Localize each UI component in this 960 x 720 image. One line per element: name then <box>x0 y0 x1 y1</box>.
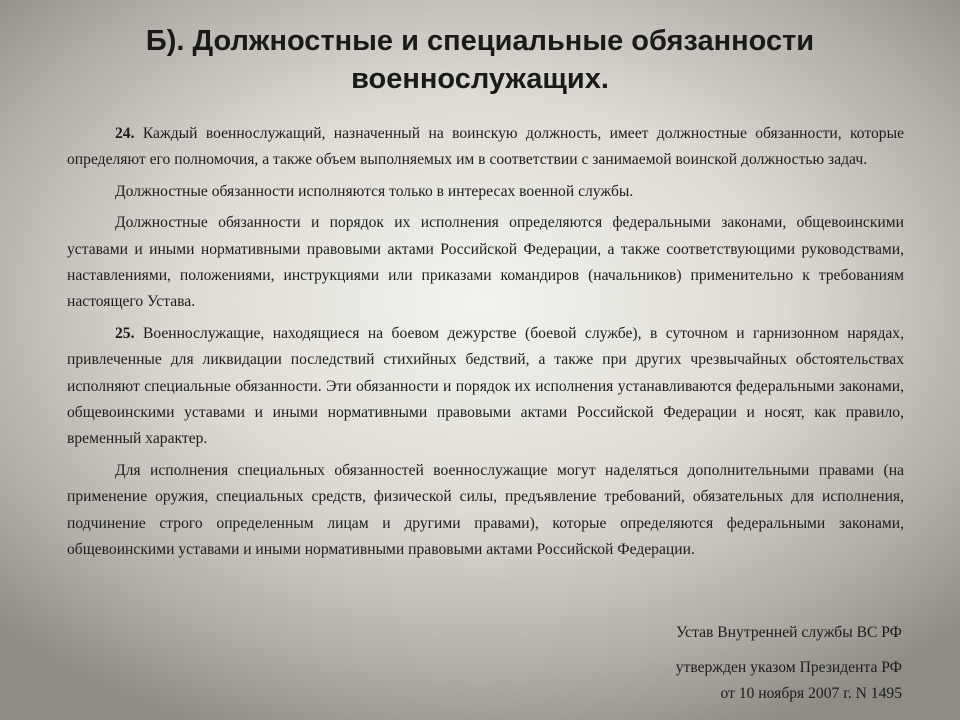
paragraph-rights <box>67 458 904 564</box>
paragraph-text: Должностные обязанности и порядок их исполнения определяются федеральными законами, общевоинскими уставами и иными нормативными правовыми актами Российской Федерации, а также соответствующими руководствами, наставлениями, положениями, инструкциями или приказами командиров (начальников) применительно к требованиям настоящего Устава. <box>67 214 904 311</box>
document-body <box>67 121 904 569</box>
paragraph-text: Военнослужащие, находящиеся на боевом дежурстве (боевой службе), в суточном и гарнизонном нарядах, привлеченные для ликвидации последствий стихийных бедствий, а также при других чрезвычайных обстоятельствах исполняют специальные обязанности. Эти обязанности и порядок их исполнения устанавливаются федеральными законами, общевоинскими уставами и иными нормативными правовыми актами Российской Федерации и носят, как правило, временный характер. <box>67 324 904 448</box>
article-number: 24. <box>115 125 135 142</box>
paragraph-text: Для исполнения специальных обязанностей военнослужащие могут наделяться дополнительными правами (на применение оружия, специальных средств, физической силы, предъявление требований, обязательных для исполнения, подчинение строго определенным лицам и другими правами), которые определяются федеральными законами, общевоинскими уставами и иными нормативными правовыми актами Российской Федерации. <box>67 461 904 559</box>
paragraph-order <box>67 210 904 316</box>
source-date: от 10 ноября 2007 г. N 1495 <box>720 685 902 702</box>
paragraph-text: Каждый военнослужащий, назначенный на воинскую должность, имеет должностные обязанности, которые определяют его полномочия, а также объем выполняемых им в соответствии с занимаемой воинской должностью задач. <box>67 125 904 169</box>
title-line-1: Б). Должностные и специальные обязанности <box>145 25 815 57</box>
source-approval: утвержден указом Президента РФ <box>675 659 902 676</box>
title-line-2: военнослужащих. <box>351 63 609 95</box>
paragraph-25 <box>67 321 904 453</box>
paragraph-24 <box>67 121 904 174</box>
slide-title <box>0 22 960 98</box>
paragraph-text: Должностные обязанности исполняются только в интересах военной службы. <box>115 182 634 200</box>
source-title: Устав Внутренней службы ВС РФ <box>676 624 902 641</box>
source-citation <box>676 620 902 707</box>
article-number: 25. <box>115 324 135 342</box>
paragraph-interests <box>67 179 904 205</box>
